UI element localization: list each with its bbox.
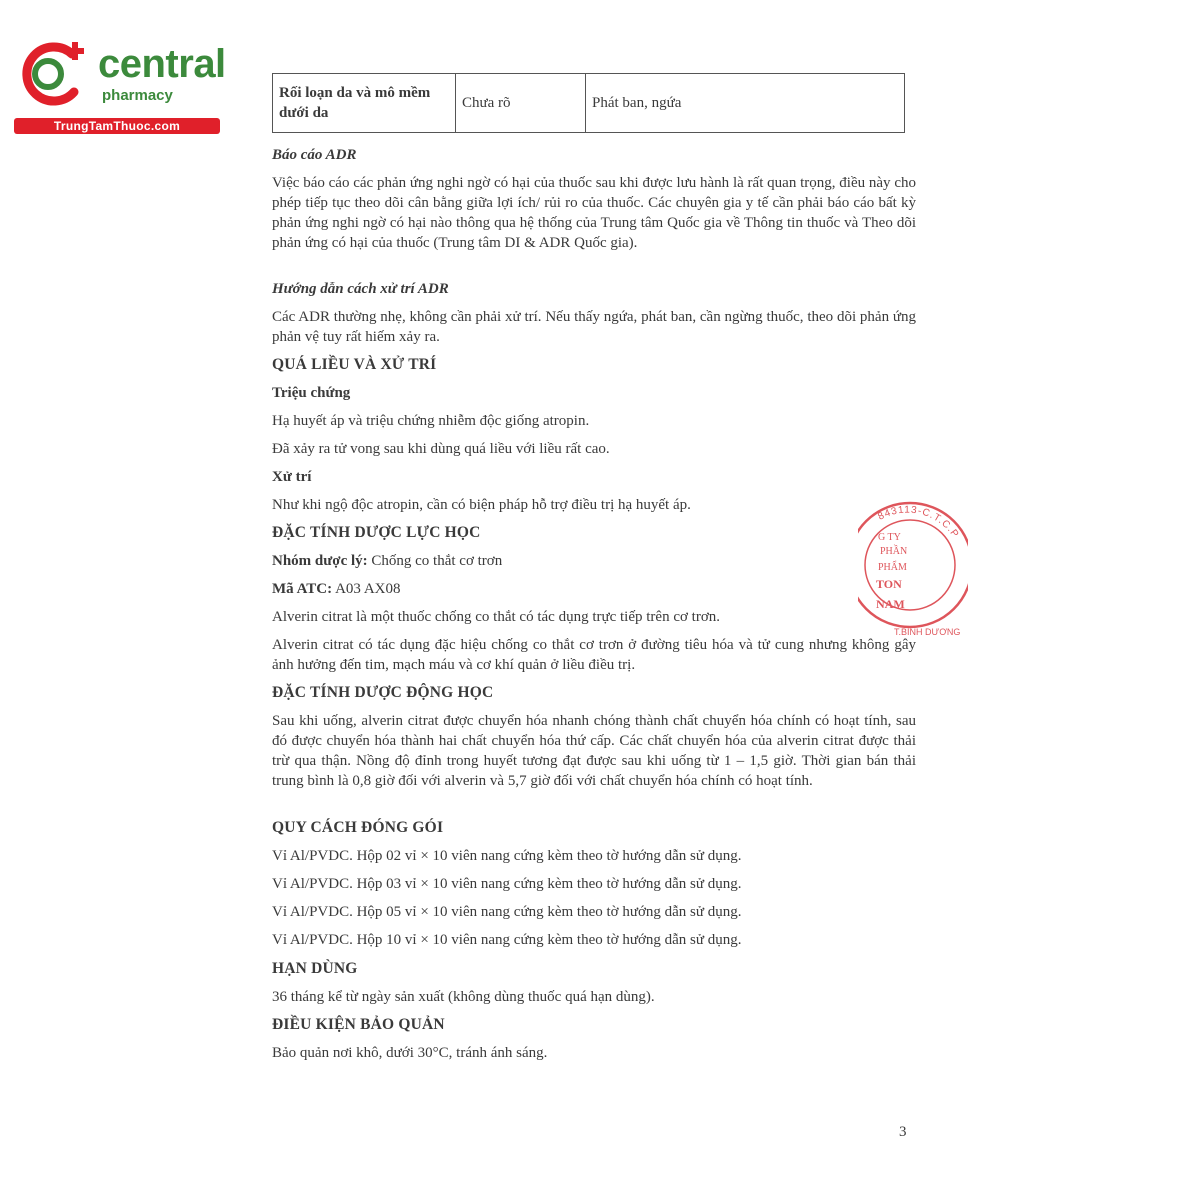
storage-text: Bảo quản nơi khô, dưới 30°C, tránh ánh sáng. (272, 1045, 548, 1061)
packaging-item: Vỉ Al/PVDC. Hộp 05 vỉ × 10 viên nang cứng kèm theo tờ hướng dẫn sử dụng. (272, 904, 742, 920)
section-heading (272, 1015, 916, 1035)
table-cell-effect: Phát ban, ngứa (586, 74, 905, 133)
paragraph (272, 551, 916, 571)
pk-text: Sau khi uống, alverin citrat được chuyển hóa nhanh chóng thành chất chuyển hóa chính có hoạt tính, sau đó được chuyển hóa thành hai chất chuyển hóa thứ cấp. Các chất chuyển hóa của alverin citrat được thải trừ qua thận. Nồng độ đỉnh trong huyết tương đạt được sau khi uống từ 1 – 1,5 giờ. Thời gian bán thải trung bình là 0,8 giờ đối với alverin và 5,7 giờ đối với chất chuyển hóa chính có hoạt tính. (272, 713, 916, 789)
pharm-group-value: Chống co thắt cơ trơn (367, 553, 503, 569)
pharm-group-label: Nhóm dược lý: (272, 553, 368, 569)
list-item (272, 874, 916, 894)
packaging-item: Vỉ Al/PVDC. Hộp 03 vỉ × 10 viên nang cứng kèm theo tờ hướng dẫn sử dụng. (272, 876, 742, 892)
overdose-title: QUÁ LIỀU VÀ XỬ TRÍ (272, 356, 437, 373)
section-heading (272, 279, 916, 299)
pd-text-2: Alverin citrat có tác dụng đặc hiệu chống co thắt cơ trơn ở đường tiêu hóa và tử cung nhưng không gây ảnh hưởng đến tim, mạch máu và cơ khí quản ở liều điều trị. (272, 637, 916, 673)
list-item (272, 902, 916, 922)
table-row (273, 74, 905, 133)
atc-label: Mã ATC: (272, 581, 333, 597)
section-heading (272, 145, 916, 165)
treatment-text: Như khi ngộ độc atropin, cần có biện pháp hỗ trợ điều trị hạ huyết áp. (272, 497, 691, 513)
paragraph (272, 411, 916, 431)
stamp-line: PHẨM (878, 562, 907, 573)
symptoms-text-2: Đã xảy ra tử vong sau khi dùng quá liều với liều rất cao. (272, 441, 610, 457)
packaging-item: Vỉ Al/PVDC. Hộp 10 vỉ × 10 viên nang cứng kèm theo tờ hướng dẫn sử dụng. (272, 932, 742, 948)
atc-value: A03 AX08 (332, 581, 401, 597)
paragraph (272, 307, 916, 347)
adr-report-title: Báo cáo ADR (272, 147, 357, 163)
central-pharmacy-logo-icon (12, 40, 90, 106)
stamp-line: NAM (876, 597, 905, 611)
stamp-line: G TY (878, 532, 901, 543)
paragraph (272, 607, 916, 627)
paragraph (272, 711, 916, 791)
table-cell-frequency: Chưa rõ (456, 74, 586, 133)
section-heading (272, 818, 916, 838)
list-item (272, 846, 916, 866)
paragraph (272, 635, 916, 675)
adr-report-text: Việc báo cáo các phản ứng nghi ngờ có hại của thuốc sau khi được lưu hành là rất quan trọng, điều này cho phép tiếp tục theo dõi cân bằng giữa lợi ích/ rủi ro của thuốc. Các chuyên gia y tế cần phải báo cáo bất kỳ phản ứng nghi ngờ có hại nào thông qua hệ thống của Trung tâm Quốc gia về Thông tin thuốc và Theo dõi phản ứng có hại của thuốc (Trung tâm DI & ADR Quốc gia). (272, 175, 916, 251)
stamp-line: T.BÌNH DƯƠNG (894, 627, 961, 637)
page-number: 3 (899, 1124, 907, 1140)
logo (12, 40, 226, 135)
pk-title: ĐẶC TÍNH DƯỢC ĐỘNG HỌC (272, 684, 494, 701)
paragraph (272, 1043, 916, 1063)
adr-guide-title: Hướng dẫn cách xử trí ADR (272, 281, 449, 297)
section-heading (272, 959, 916, 979)
section-heading (272, 683, 916, 703)
table-cell-organ: Rối loạn da và mô mềm dưới da (273, 74, 456, 133)
section-heading (272, 355, 916, 375)
paragraph (272, 439, 916, 459)
logo-name: central (98, 42, 226, 86)
pd-text-1: Alverin citrat là một thuốc chống co thắt có tác dụng trực tiếp trên cơ trơn. (272, 609, 721, 625)
packaging-title: QUY CÁCH ĐÓNG GÓI (272, 819, 444, 836)
shelf-life-text: 36 tháng kể từ ngày sản xuất (không dùng thuốc quá hạn dùng). (272, 989, 655, 1005)
pd-title: ĐẶC TÍNH DƯỢC LỰC HỌC (272, 524, 481, 541)
logo-subtitle: pharmacy (102, 87, 173, 104)
shelf-life-title: HẠN DÙNG (272, 960, 358, 977)
list-item (272, 930, 916, 950)
stamp-line: PHẦN (880, 546, 908, 557)
stamp-ring-text: 843113-C.T.C.P (876, 504, 961, 541)
sub-heading (272, 467, 916, 487)
storage-title: ĐIỀU KIỆN BẢO QUẢN (272, 1016, 445, 1033)
treatment-title: Xử trí (272, 469, 312, 485)
adr-table (272, 73, 905, 133)
symptoms-title: Triệu chứng (272, 385, 351, 401)
packaging-item: Vỉ Al/PVDC. Hộp 02 vỉ × 10 viên nang cứng kèm theo tờ hướng dẫn sử dụng. (272, 848, 742, 864)
stamp-line: TON (876, 577, 902, 591)
paragraph (272, 579, 916, 599)
sub-heading (272, 383, 916, 403)
adr-guide-text: Các ADR thường nhẹ, không cần phải xử trí. Nếu thấy ngứa, phát ban, cần ngừng thuốc, theo dõi phản ứng phản vệ tuy rất hiếm xảy ra. (272, 309, 916, 345)
symptoms-text-1: Hạ huyết áp và triệu chứng nhiễm độc giống atropin. (272, 413, 590, 429)
paragraph (272, 987, 916, 1007)
section-heading (272, 523, 916, 543)
company-stamp-icon (858, 490, 968, 640)
paragraph (272, 495, 916, 515)
logo-url: TrungTamThuoc.com (14, 118, 220, 134)
paragraph (272, 173, 916, 253)
